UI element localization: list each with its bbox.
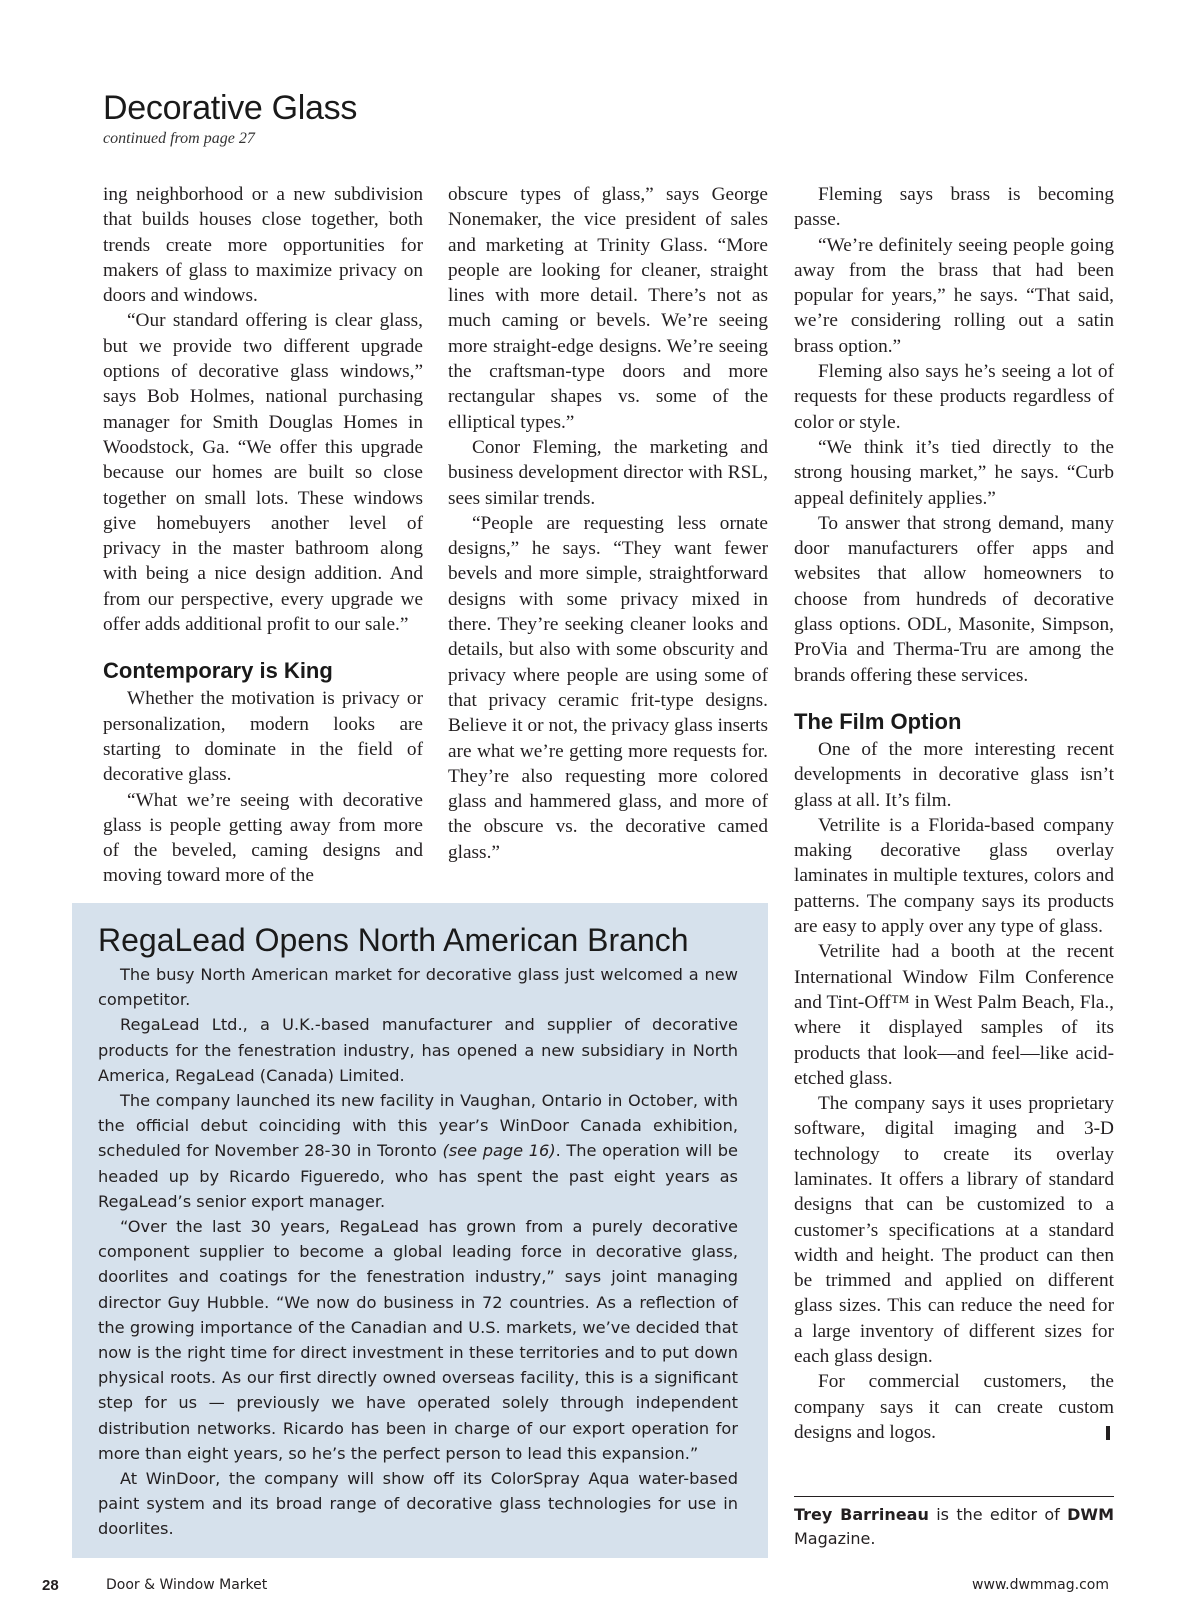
sidebar-paragraph: RegaLead Ltd., a U.K.-based manufacturer and supplier of decorative products for the fenestration industry, has opened a new subsidiary in North America, RegaLead (Canada) Limited.	[98, 1015, 738, 1085]
sidebar-paragraph	[98, 1088, 738, 1214]
paragraph: “We’re definitely seeing people going away from the brass that had been popular for years,” he says. “That said, we’re considering rolling out a satin brass option.”	[794, 234, 1114, 357]
paragraph: ing neighborhood or a new subdivision that builds houses close together, both trends create more opportunities for makers of glass to maximize privacy on doors and windows.	[103, 184, 423, 307]
subhead-contemporary: Contemporary is King	[103, 658, 333, 684]
paragraph: Fleming says brass is becoming passe.	[794, 184, 1114, 231]
section-title: Decorative Glass	[103, 89, 358, 127]
paragraph: Conor Fleming, the marketing and business development director with RSL, sees similar trends.	[448, 436, 768, 509]
publication-name: Door & Window Market	[106, 1577, 268, 1593]
paragraph: Vetrilite had a booth at the recent International Window Film Conference and Tint-Off™ in West Palm Beach, Fla., where it displayed samples of its products that look—and feel—like acid-etched glass.	[794, 941, 1114, 1089]
website-url: www.dwmmag.com	[972, 1577, 1109, 1593]
sidebar-text: The company launched its new facility in Vaughan, Ontario in October, with the official debut coinciding with this year’s WinDoor Canada exhibition, scheduled for November 28-30 in Toronto	[98, 1091, 738, 1161]
page-reference: (see page 16)	[442, 1141, 556, 1161]
continued-note: continued from page 27	[103, 130, 255, 147]
paragraph: One of the more interesting recent developments in decorative glass isn’t glass at all. It’s film.	[794, 738, 1114, 811]
paragraph: “People are requesting less ornate designs,” he says. “They want fewer bevels and more simple, straightforward designs with some privacy mixed in there. They’re seeking cleaner looks and details, but also with some obscurity and privacy where people are using some of that privacy ceramic frit-type designs. Believe it or not, the privacy glass inserts are what we’re getting more requests for. They’re also requesting more colored glass and hammered glass, and more of the obscure vs. the decorative camed glass.”	[448, 512, 768, 863]
sidebar-paragraph: “Over the last 30 years, RegaLead has grown from a purely decorative component supplier to become a global leading force in decorative glass, doorlites and coatings for the fenestration industry,” says joint managing director Guy Hubble. “We now do business in 72 countries. As a reflection of the growing importance of the Canadian and U.S. markets, we’ve decided that now is the right time for direct investment in these territories and to put down physical roots. As our first directly owned overseas facility, this is a significant step for us — previously we have operated solely through independent distribution networks. Ricardo has been in charge of our export operation for more than eight years, so he’s the perfect person to lead this expansion.”	[98, 1217, 738, 1463]
paragraph: Fleming also says he’s seeing a lot of requests for these products regardless of color or style.	[794, 361, 1114, 433]
article-header	[103, 88, 357, 149]
article-column-1	[103, 182, 423, 889]
sidebar-text: . The operation will be headed up by Ricardo Figueredo, who has spent the past eight years as RegaLead’s senior export manager.	[98, 1141, 738, 1211]
paragraph: The company says it uses proprietary software, digital imaging and 3-D technology to create its overlay laminates. It offers a library of standard designs that can be customized to a customer’s specifications at a standard width and height. The product can then be trimmed and applied on different glass sizes. This can reduce the need for a large inventory of different sizes for each glass design.	[794, 1093, 1114, 1368]
sidebar-paragraph: At WinDoor, the company will show off its ColorSpray Aqua water-based paint system and its broad range of decorative glass technologies for use in doorlites.	[98, 1469, 738, 1539]
sidebar-title: RegaLead Opens North American Branch	[98, 922, 689, 958]
paragraph-text: For commercial customers, the company says it can create custom designs and logos.	[794, 1371, 1114, 1443]
article-column-3	[794, 182, 1114, 1445]
subhead-film-option: The Film Option	[794, 708, 962, 734]
paragraph: “Our standard offering is clear glass, but we provide two different upgrade options of decorative glass windows,” says Bob Holmes, national purchasing manager for Smith Douglas Homes in Woodstock, Ga. “We offer this upgrade because our homes are built so close together on small lots. These windows give homebuyers another level of privacy in the master bathroom along with being a nice design addition. And from our perspective, every upgrade we offer adds additional profit to our sale.”	[103, 310, 423, 636]
sidebar-paragraph: The busy North American market for decorative glass just welcomed a new competitor.	[98, 965, 738, 1010]
author-bio	[794, 1496, 1114, 1551]
paragraph: To answer that strong demand, many door manufacturers offer apps and websites that allow homeowners to choose from hundreds of decorative glass options. ODL, Masonite, Simpson, ProVia and Therma-Tru are among the brands offering these services.	[794, 512, 1114, 686]
magazine-name: DWM	[1067, 1505, 1114, 1524]
paragraph: “What we’re seeing with decorative glass is people getting away from more of the beveled, caming designs and moving toward more of the	[103, 789, 423, 887]
paragraph: obscure types of glass,” says George Nonemaker, the vice president of sales and marketing at Trinity Glass. “More people are looking for cleaner, straight lines with more detail. There’s not as much caming or bevels. We’re seeing more straight-edge designs. We’re seeing the craftsman-type doors and more rectangular shapes vs. some of the elliptical types.”	[448, 184, 768, 433]
paragraph: Whether the motivation is privacy or personalization, modern looks are starting to dominate in the field of decorative glass.	[103, 688, 423, 786]
bio-text: Magazine.	[794, 1529, 876, 1548]
end-mark-icon	[1106, 1426, 1110, 1440]
sidebar-box	[72, 903, 768, 1558]
sidebar-body	[98, 962, 738, 1542]
paragraph: “We think it’s tied directly to the strong housing market,” he says. “Curb appeal definitely applies.”	[794, 436, 1114, 509]
paragraph: Vetrilite is a Florida-based company making decorative glass overlay laminates in multiple textures, colors and patterns. The company says its products are easy to apply over any type of glass.	[794, 814, 1114, 938]
article-column-2	[448, 182, 768, 865]
page-number: 28	[42, 1577, 59, 1594]
author-name: Trey Barrineau	[794, 1505, 929, 1524]
bio-text: is the editor of	[928, 1505, 1068, 1524]
paragraph	[794, 1369, 1114, 1445]
